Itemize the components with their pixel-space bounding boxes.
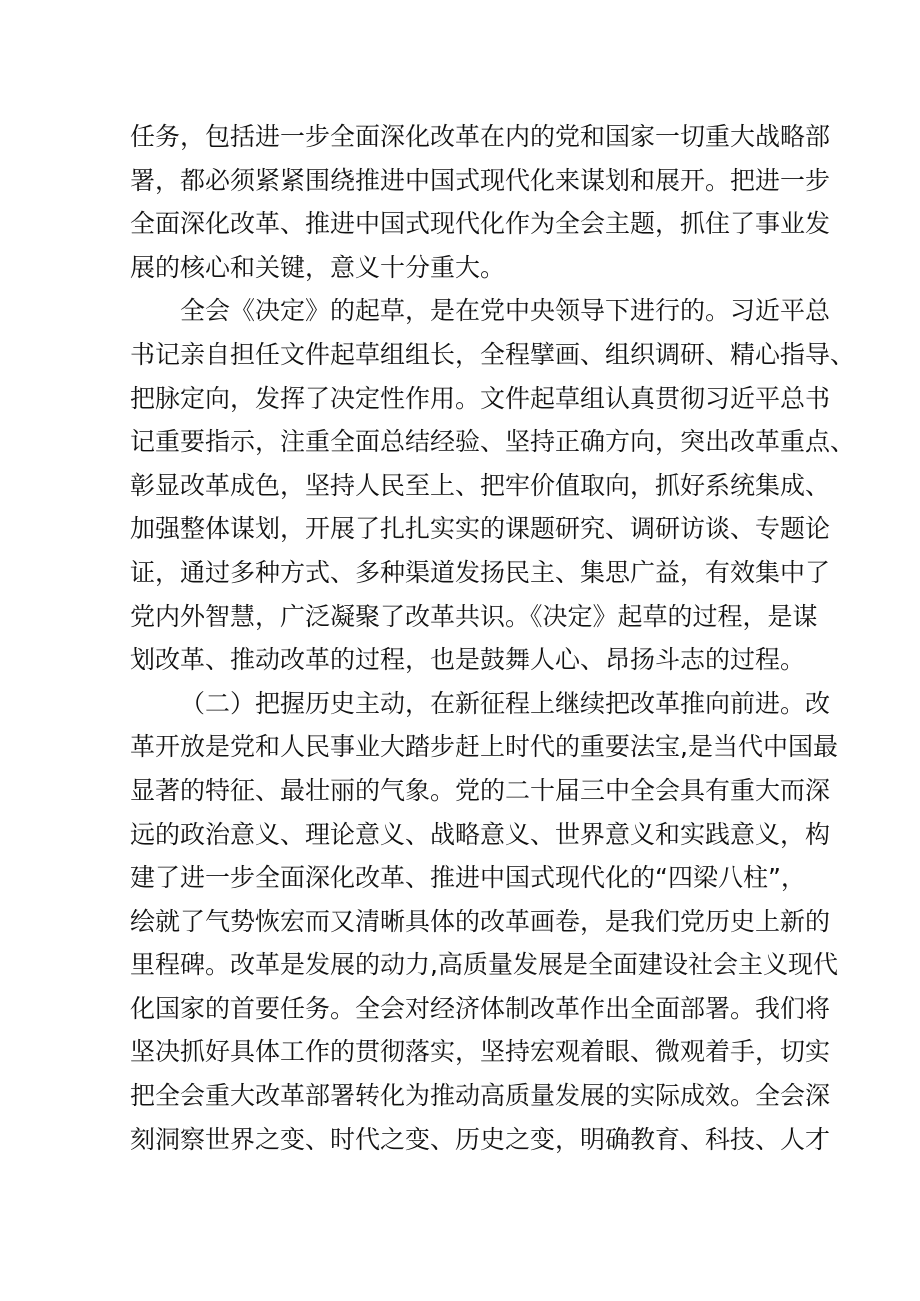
text-line: （二）把握历史主动，在新征程上继续把改革推向前进。改 — [180, 688, 831, 718]
text-line: 党内外智慧，广泛凝聚了改革共识。《决定》起草的过程，是谋 — [130, 601, 818, 631]
text-line: 革开放是党和人民事业大踏步赶上时代的重要法宝,是当代中国最 — [130, 732, 838, 762]
text-line: 远的政治意义、理论意义、战略意义、世界意义和实践意义，构 — [130, 819, 831, 849]
text-line: 建了进一步全面深化改革、推进中国式现代化的“四梁八柱”， — [130, 863, 806, 893]
text-line: 书记亲自担任文件起草组组长，全程擘画、组织调研、精心指导、 — [130, 339, 856, 369]
text-line: 证，通过多种方式、多种渠道发扬民主、集思广益，有效集中了 — [130, 557, 831, 587]
text-line: 署，都必须紧紧围绕推进中国式现代化来谋划和展开。把进一步 — [130, 165, 831, 195]
text-line: 全面深化改革、推进中国式现代化作为全会主题，抓住了事业发 — [130, 209, 831, 239]
text-line: 坚决抓好具体工作的贯彻落实，坚持宏观着眼、微观着手，切实 — [130, 1037, 831, 1067]
text-line: 绘就了气势恢宏而又清晰具体的改革画卷，是我们党历史上新的 — [130, 906, 831, 936]
body-text — [130, 115, 856, 1161]
text-line: 把全会重大改革部署转化为推动高质量发展的实际成效。全会深 — [130, 1081, 831, 1111]
text-line: 里程碑。改革是发展的动力,高质量发展是全面建设社会主义现代 — [130, 950, 838, 980]
text-line: 把脉定向，发挥了决定性作用。文件起草组认真贯彻习近平总书 — [130, 383, 831, 413]
text-line: 刻洞察世界之变、时代之变、历史之变，明确教育、科技、人才 — [130, 1124, 831, 1154]
text-line: 记重要指示，注重全面总结经验、坚持正确方向，突出改革重点、 — [130, 427, 856, 457]
text-line: 加强整体谋划，开展了扎扎实实的课题研究、调研访谈、专题论 — [130, 514, 831, 544]
text-line: 任务，包括进一步全面深化改革在内的党和国家一切重大战略部 — [130, 122, 831, 151]
text-line: 化国家的首要任务。全会对经济体制改革作出全面部署。我们将 — [130, 993, 831, 1023]
text-line: 全会《决定》的起草，是在党中央领导下进行的。习近平总 — [180, 296, 831, 326]
text-line: 彰显改革成色，坚持人民至上、把牢价值取向，抓好系统集成、 — [130, 470, 831, 500]
text-line: 展的核心和关键，意义十分重大。 — [130, 252, 506, 282]
text-line: 显著的特征、最壮丽的气象。党的二十届三中全会具有重大而深 — [130, 775, 831, 805]
text-line: 划改革、推动改革的过程，也是鼓舞人心、昂扬斗志的过程。 — [130, 645, 806, 675]
